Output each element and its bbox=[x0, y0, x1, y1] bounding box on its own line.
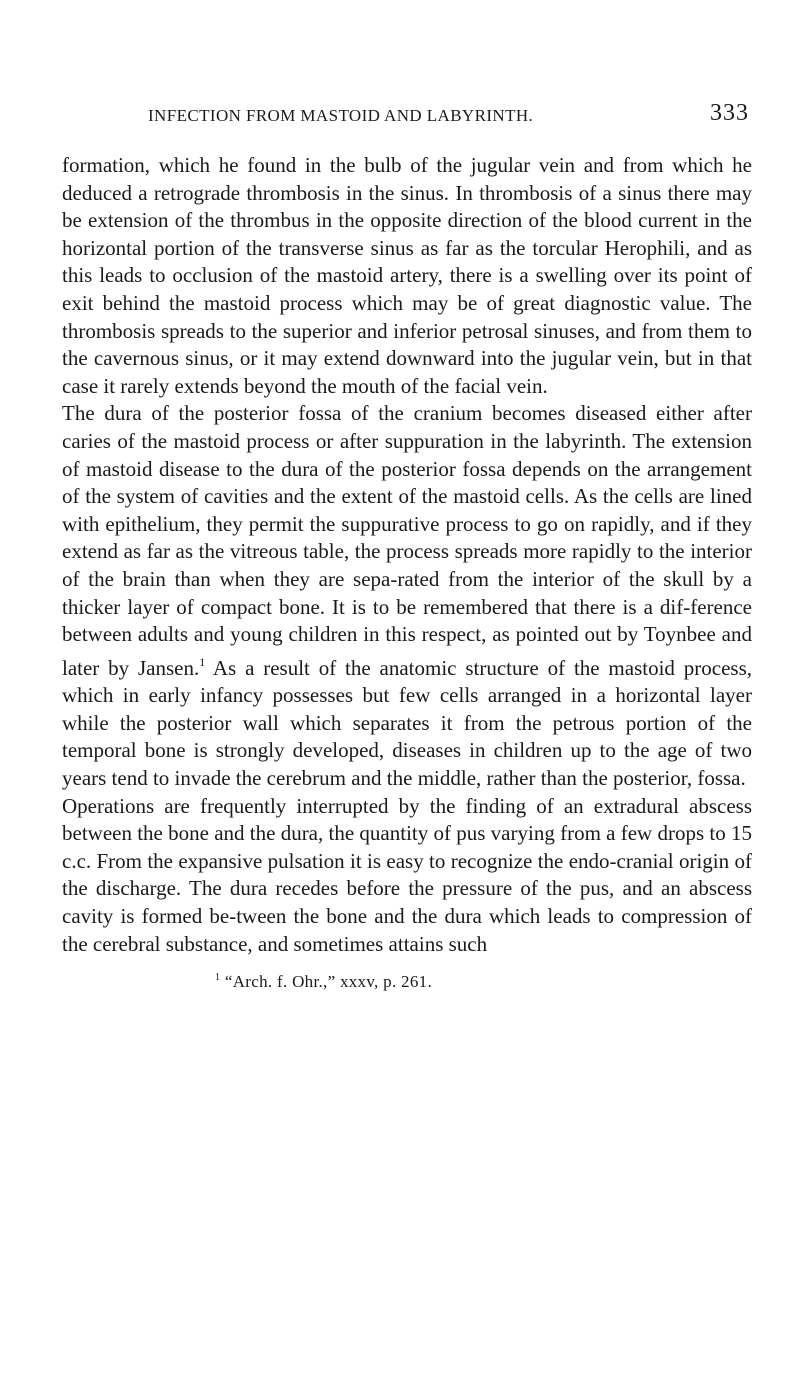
paragraph-2-text-b: As a result of the anatomic structure of the mastoid process, which in early infancy possesses but few cells arranged in a horizontal layer while the posterior wall which separates it from the petrous portion of the temporal bone is strongly developed, diseases in children up to the age of two years tend to invade the cerebrum and the middle, rather than the posterior, fossa. bbox=[62, 655, 752, 791]
running-head: INFECTION FROM MASTOID AND LABYRINTH. bbox=[148, 106, 534, 125]
paragraph-2 bbox=[62, 400, 752, 792]
paragraph-3: Operations are frequently interrupted by the finding of an extradural abscess between the bone and the dura, the quantity of pus varying from a few drops to 15 c.c. From the expansive pulsation it is easy to recognize the endo-cranial origin of the discharge. The dura recedes before the pressure of the pus, and an abscess cavity is formed be-tween the bone and the dura which leads to compression of the cerebral substance, and sometimes attains such bbox=[62, 793, 752, 956]
body-text bbox=[62, 152, 752, 958]
footnote-mark: 1 bbox=[215, 972, 221, 983]
page-number: 333 bbox=[710, 100, 749, 126]
footnote-text: “Arch. f. Ohr.,” xxxv, p. 261. bbox=[224, 972, 433, 991]
footnote-reference: 1 bbox=[199, 654, 206, 669]
footnote bbox=[215, 972, 432, 992]
paragraph-1: formation, which he found in the bulb of the jugular vein and from which he deduced a retrograde thrombosis in the sinus. In thrombosis of a sinus there may be extension of the thrombus in the opposite direction of the blood current in the horizontal portion of the transverse sinus as far as the torcular Herophili, and as this leads to occlusion of the mastoid artery, there is a swelling over its point of exit behind the mastoid process which may be of great diagnostic value. The thrombosis spreads to the superior and inferior petrosal sinuses, and from them to the cavernous sinus, or it may extend downward into the jugular vein, but in that case it rarely extends beyond the mouth of the facial vein. bbox=[62, 153, 752, 398]
paragraph-2-text-a: The dura of the posterior fossa of the cranium becomes diseased either after caries of the mastoid process or after suppuration in the labyrinth. The extension of mastoid disease to the dura of the posterior fossa depends on the arrangement of the system of cavities and the extent of the mastoid cells. As the cells are lined with epithelium, they permit the suppurative process to go on rapidly, and if they extend as far as the vitreous table, the process spreads more rapidly to the interior of the brain than when they are sepa-rated from the interior of the skull by a thicker layer of compact bone. It is to be remembered that there is a dif-ference between adults and young children in this respect, as pointed out by Toynbee and later by Jansen. bbox=[62, 401, 752, 680]
